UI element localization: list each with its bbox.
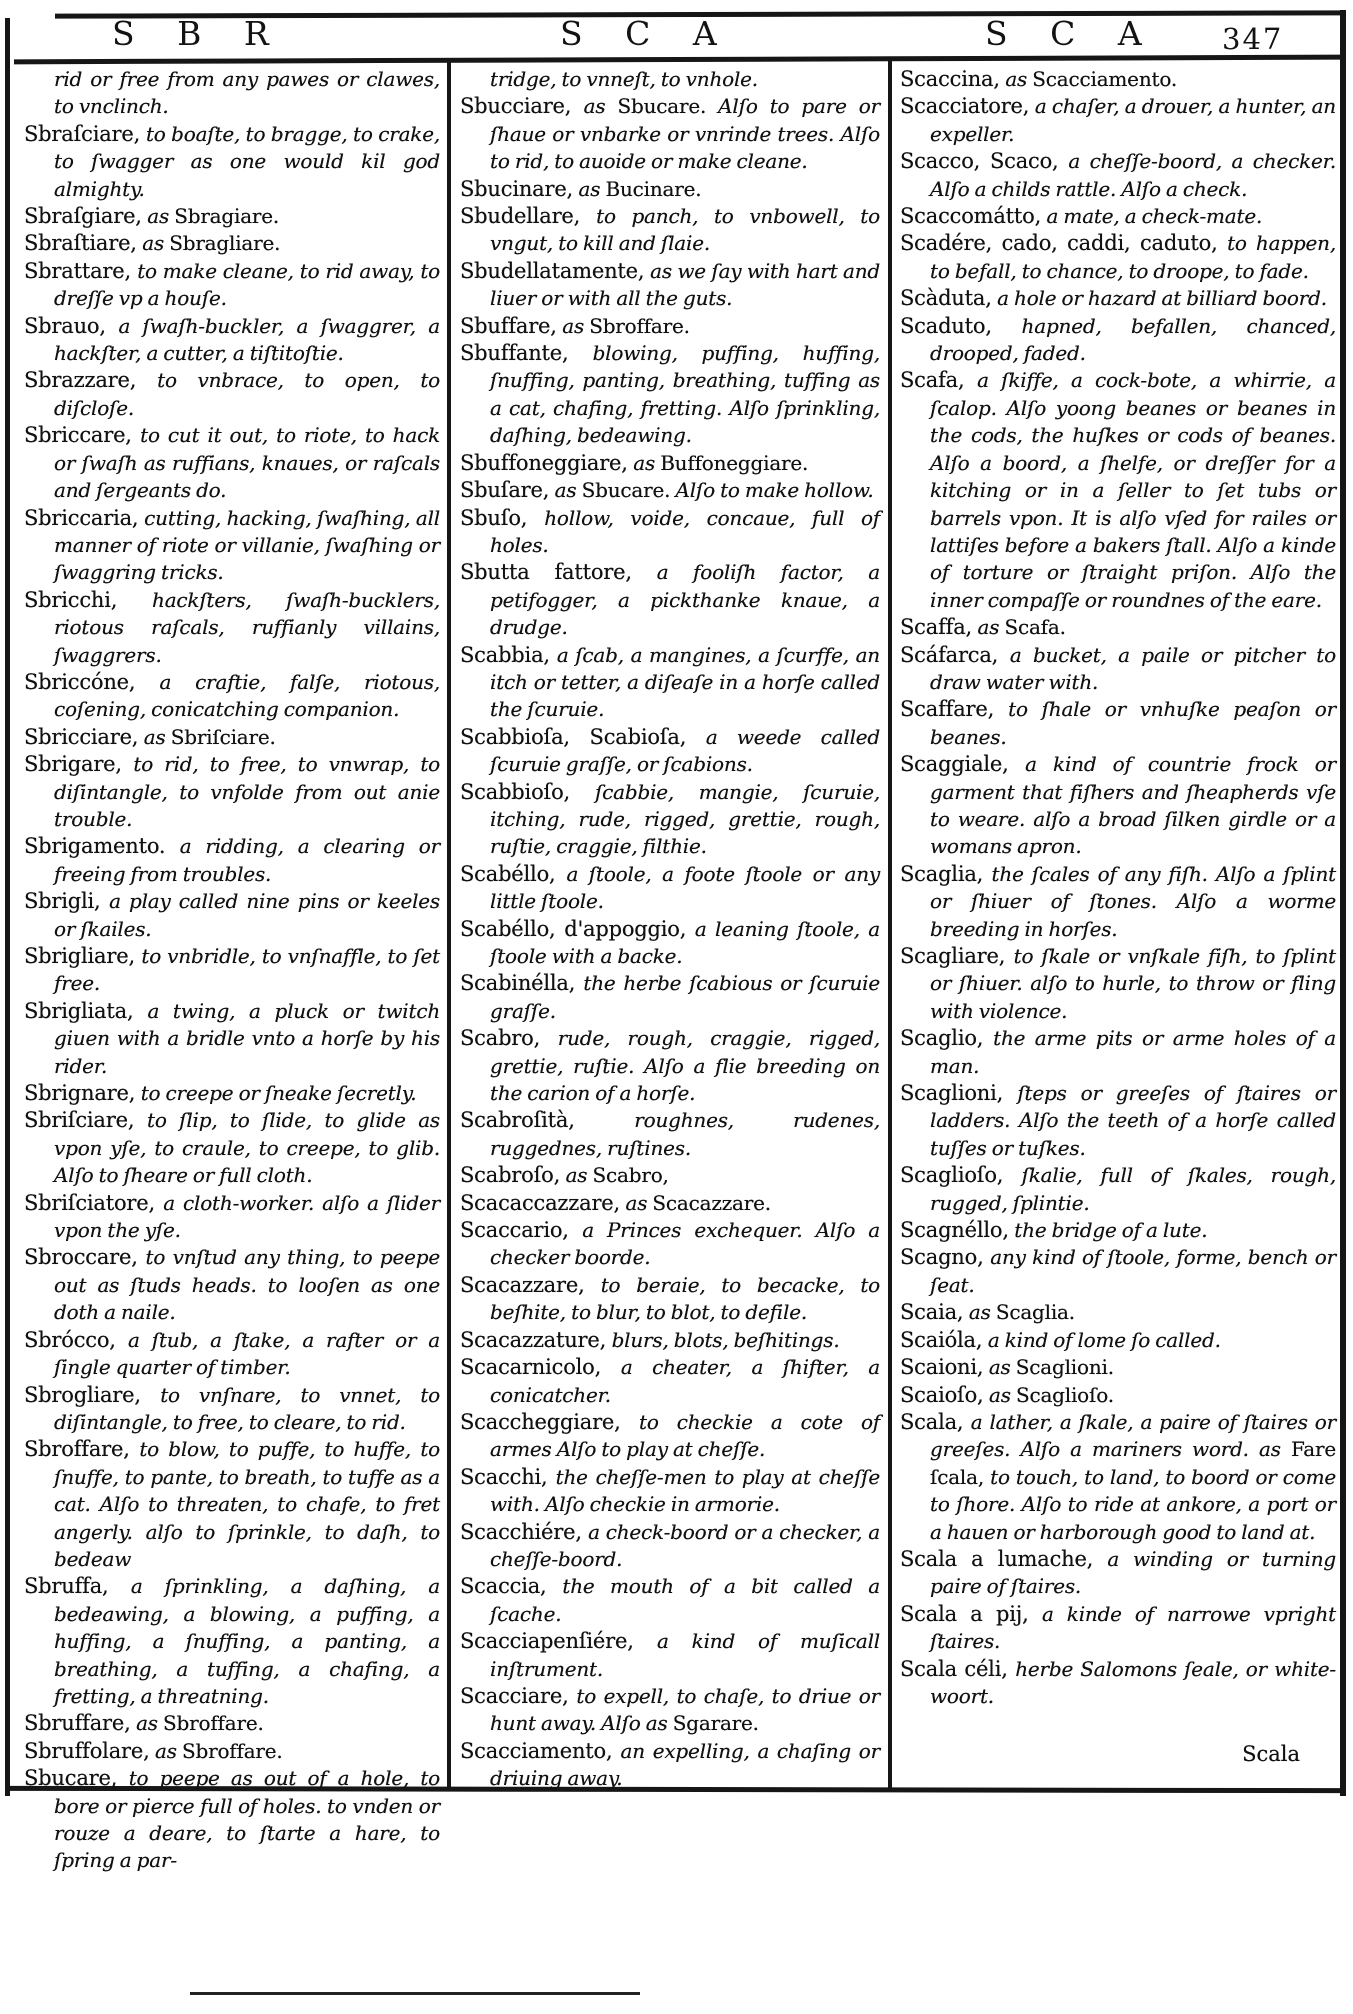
page-number: 347: [1222, 22, 1284, 56]
headword: Scala céli,: [900, 1656, 1016, 1681]
headword: Sbuſo,: [460, 505, 545, 530]
headword: Scaglioſo,: [900, 1163, 1022, 1188]
entry: [900, 642, 1336, 697]
entry: [900, 203, 1336, 230]
entry: [24, 1107, 440, 1189]
entry-continuation: [24, 66, 440, 121]
definition-text: to ſlip, to ſlide, to glide as vpon yſe, to craule, to creepe, to glib. Alſo to ſheare or full cloth.: [54, 1108, 440, 1188]
definition-text: to make cleane, to rid away, to dreſſe vp a houſe.: [54, 258, 441, 311]
entry-continuation: [460, 66, 880, 93]
cross-reference: Scacazzare.: [652, 1190, 771, 1215]
definition-text: to rid, to free, to vnwrap, to diſintangle, to vnfolde from out anie trouble.: [54, 752, 440, 831]
headword: Scagno,: [900, 1245, 991, 1270]
definition-text: a mate, a check-mate.: [1046, 204, 1263, 229]
definition-text: a craftie, falſe, riotous, coſening, conicatching companion.: [54, 669, 440, 722]
cross-reference: Sbucare.: [581, 478, 671, 503]
definition-text: a ſtub, a ſtake, a rafter or a ſingle quarter of timber.: [54, 1327, 440, 1380]
entry: [460, 1519, 880, 1574]
headword: Scaccomátto,: [900, 204, 1047, 229]
definition-text: rude, rough, craggie, rigged, grettie, ruſtie. Alſo a flie breeding on the carion of a horſe.: [490, 1026, 880, 1106]
headword: Scabéllo,: [460, 861, 567, 886]
running-head-left: S B R: [112, 14, 285, 53]
entry: [24, 833, 440, 888]
headword: Sbriſciare,: [24, 1108, 148, 1133]
headword: Scabroſità,: [460, 1108, 635, 1133]
headword: Scala a lumache,: [900, 1546, 1108, 1571]
entry: [24, 587, 440, 669]
definition-text: as: [147, 204, 175, 229]
entry: [460, 970, 880, 1025]
headword: Scacazzature,: [460, 1327, 612, 1352]
cross-reference: Sbroffare.: [182, 1738, 283, 1763]
headword: Sbuffante,: [460, 341, 593, 366]
definition-text: as: [633, 450, 661, 475]
headword: Sbroffare,: [24, 1437, 140, 1462]
definition-text: an expelling, a chaſing or driuing away.: [490, 1738, 880, 1791]
headword: Scacarnicolo,: [460, 1355, 621, 1380]
entry: [24, 121, 440, 203]
entry: [24, 258, 440, 313]
entry: [24, 1190, 440, 1245]
definition-text: to boaſte, to bragge, to crake, to ſwagger as one would kil god almighty.: [54, 121, 441, 201]
headword: Scaggiale,: [900, 752, 1026, 777]
headword: Scala,: [900, 1409, 971, 1434]
definition-text: to vnſnare, to vnnet, to diſintangle, to free, to cleare, to rid.: [54, 1382, 440, 1434]
headword: Sbrócco,: [24, 1327, 129, 1352]
definition-text: roughnes, rudenes, ruggednes, ruſtines.: [490, 1108, 880, 1160]
headword: Sbrogliare,: [24, 1382, 161, 1407]
cross-reference: Scaglioni.: [1015, 1355, 1114, 1380]
entry: [900, 1299, 1336, 1326]
entry: [900, 1546, 1336, 1601]
entry: [24, 669, 440, 724]
cross-reference: Sbragliare.: [169, 231, 281, 256]
entry: [24, 1382, 440, 1437]
definition-text: a ſkiffe, a cock-bote, a whirrie, a ſcalop. Alſo yoong beanes or beanes in the cods, the huſkes or cods of beanes. Alſo a boord, a ſhelfe, or dreſſer for a kitching or in a ſeller to ſet tubs or barrels vpon. It is alſo vſed for railes or lattiſes before a bakers ſtall. Alſo a kinde of torture or ſtraight priſon. Alſo the inner compaſſe or roundnes of the eare.: [930, 368, 1336, 612]
headword: Sbraſgiare,: [24, 204, 148, 229]
entry: [24, 422, 440, 504]
entry: [460, 861, 880, 916]
definition-text: ſteps or greeſes of ſtaires or ladders. Alſo the teeth of a horſe called tuſſes or tuſkes.: [930, 1081, 1336, 1160]
definition-text: as: [968, 1300, 996, 1325]
cross-reference: Bucinare.: [605, 176, 702, 201]
cross-reference: Sbriſciare.: [170, 724, 276, 749]
definition-text: a winding or turning paire of ſtaires.: [930, 1546, 1336, 1599]
definition-text: as: [977, 615, 1005, 640]
definition-text: a fooliſh factor, a petifogger, a pickthanke knaue, a drudge.: [490, 560, 881, 640]
headword: Sbuſare,: [460, 478, 555, 503]
headword: Scaia,: [900, 1300, 969, 1325]
entry: [24, 888, 440, 943]
definition-text: herbe Salomons ſeale, or white-woort.: [930, 1656, 1336, 1708]
definition-text: the arme pits or arme holes of a man.: [930, 1026, 1336, 1078]
headword: Scabbioſo,: [460, 779, 595, 804]
entry: [460, 1327, 880, 1354]
definition-text: a weede called ſcuruie graſſe, or ſcabions.: [490, 724, 881, 777]
definition-text: to creepe or ſneake ſecretly.: [140, 1081, 417, 1106]
definition-text: to happen, to befall, to chance, to droope, to fade.: [930, 231, 1336, 283]
headword: Scaccheggiare,: [460, 1409, 639, 1434]
cross-reference: Fare ſcala,: [930, 1437, 1336, 1489]
cross-reference: Scafa.: [1004, 615, 1066, 640]
column-3: [900, 66, 1336, 1710]
headword: Scaffare,: [900, 697, 1009, 722]
definition-text: hackſters, ſwaſh-bucklers, riotous raſcals, ruffianly villains, ſwaggrers.: [54, 587, 440, 667]
definition-text: to panch, to vnbowell, to vngut, to kill and ſlaie.: [490, 204, 880, 256]
headword: Scabinélla,: [460, 971, 584, 996]
headword: Scaduto,: [900, 313, 1022, 338]
entry: [460, 1190, 880, 1217]
definition-text: to peepe as out of a hole, to bore or pierce full of holes. to vnden or rouze a deare, to ſtarte a hare, to ſpring a par-: [54, 1766, 441, 1873]
entry: [460, 1025, 880, 1107]
headword: Sbuffoneggiare,: [460, 450, 634, 475]
headword: Scabbioſa, Scabioſa,: [460, 724, 706, 749]
entry: [900, 943, 1336, 1025]
headword: Sbrauo,: [24, 313, 119, 338]
definition-text: a ſtoole, a foote ſtoole or any little ſtoole.: [490, 861, 880, 914]
entry: [460, 450, 880, 477]
definition-text: a bucket, a paile or pitcher to draw water with.: [930, 642, 1336, 694]
cross-reference: Sgarare.: [672, 1711, 759, 1736]
definition-text: to checkie a cote of armes Alſo to play at cheſſe.: [490, 1409, 880, 1462]
entry: [460, 1738, 880, 1793]
definition-text: to expell, to chaſe, to driue or hunt away. Alſo as: [490, 1683, 880, 1736]
header-bottom-rule: [14, 55, 1342, 65]
headword: Scacciamento,: [460, 1738, 621, 1763]
entry: [460, 779, 880, 861]
column-1: [24, 66, 440, 1875]
definition-text: as: [142, 231, 170, 256]
definition-text: blurs, blots, beſhitings.: [611, 1327, 840, 1352]
headword: Sbriſciatore,: [24, 1190, 164, 1215]
definition-text: hapned, befallen, chanced, drooped, faded.: [930, 313, 1336, 366]
definition-text: a hole or hazard at billiard boord.: [997, 286, 1327, 311]
entry: [900, 230, 1336, 285]
column-divider-1: [447, 61, 451, 1789]
definition-text: as: [562, 313, 590, 338]
definition-text: as: [554, 478, 582, 503]
entry: [460, 203, 880, 258]
headword: Scabbia,: [460, 642, 557, 667]
headword: Sbruffa,: [24, 1574, 131, 1599]
entry: [900, 696, 1336, 751]
entry: [900, 148, 1336, 203]
definition-text: as we ſay with hart and liuer or with all the guts.: [490, 258, 880, 311]
definition-text: to beraie, to becacke, to beſhite, to blur, to blot, to defile.: [490, 1272, 881, 1325]
definition-text: Alſo to pare or ſhaue or vnbarke or vnrinde trees. Alſo to rid, to auoide or make cleane.: [490, 94, 880, 174]
entry: [24, 505, 440, 587]
entry: [24, 943, 440, 998]
entry: [900, 66, 1336, 93]
entry: [460, 1107, 880, 1162]
headword: Scaglio,: [900, 1026, 994, 1051]
headword: Sbricchi,: [24, 587, 153, 612]
headword: Sbriccóne,: [24, 669, 160, 694]
headword: Scaglia,: [900, 861, 992, 886]
entry: [24, 313, 440, 368]
entry: [460, 916, 880, 971]
definition-text: blowing, puffing, huffing, ſnuffing, panting, breathing, tuffing as a cat, chafing, fretting. Alſo ſprinkling, daſhing, bedeawing.: [490, 341, 880, 448]
definition-text: as: [988, 1355, 1016, 1380]
entry: [900, 313, 1336, 368]
definition-text: cutting, hacking, ſwaſhing, all manner of riote or villanie, ſwaſhing or ſwaggring tricks.: [54, 505, 440, 585]
entry: [24, 751, 440, 833]
entry: [900, 751, 1336, 861]
headword: Sbrigliata,: [24, 998, 148, 1023]
entry: [24, 1080, 440, 1107]
definition-text: as: [565, 1163, 593, 1188]
entry: [24, 1244, 440, 1326]
column-2: [460, 66, 880, 1793]
headword: Sbrattare,: [24, 258, 138, 283]
entry: [460, 505, 880, 560]
headword: Scáfarca,: [900, 642, 1010, 667]
headword: Sbrigliare,: [24, 944, 142, 968]
running-head-center: S C A: [560, 14, 733, 53]
entry: [900, 861, 1336, 943]
headword: Sbucciare,: [460, 94, 584, 119]
headword: Scaffa,: [900, 615, 978, 640]
entry: [900, 1327, 1336, 1354]
headword: Sbrigare,: [24, 752, 134, 777]
definition-text: as: [578, 176, 606, 201]
entry: [460, 93, 880, 175]
running-head-right: S C A: [985, 14, 1158, 53]
headword: Sbrigli,: [24, 889, 110, 914]
definition-text: any kind of ſtoole, forme, bench or ſeat.: [930, 1245, 1336, 1297]
left-border-rule: [5, 18, 10, 1796]
definition-text: a chaſer, a drouer, a hunter, an expeller.: [930, 94, 1336, 146]
entry: [900, 93, 1336, 148]
headword: Sbrigamento.: [24, 834, 180, 859]
headword: Sbroccare,: [24, 1245, 146, 1270]
definition-text: as: [155, 1738, 182, 1763]
headword: Sbudellare,: [460, 204, 597, 229]
entry: [460, 1162, 880, 1189]
definition-text: a kind of lome ſo called.: [987, 1327, 1221, 1352]
headword: Sbriccare,: [24, 423, 141, 448]
headword: Sbruffare,: [24, 1711, 137, 1736]
entry: [460, 559, 880, 641]
headword: Sbrazzare,: [24, 368, 158, 393]
headword: Scabro,: [460, 1026, 558, 1051]
headword: Scaccina,: [900, 67, 1006, 91]
definition-text: as: [625, 1190, 653, 1215]
headword: Scacaccazzare,: [460, 1190, 626, 1215]
definition-text: rid or free from any pawes or clawes, to vnclinch.: [54, 67, 440, 119]
definition-text: to blow, to puffe, to huffe, to ſnuffe, to pante, to breath, to tuffe as a cat. Alſo to threaten, to chafe, to fret angerly. alſo to ſprinkle, to daſh, to bedeaw: [54, 1437, 440, 1571]
definition-text: as: [1005, 67, 1033, 91]
definition-text: to vnbridle, to vnſnaffle, to ſet free.: [54, 944, 441, 996]
entry: [460, 313, 880, 340]
entry: [460, 1683, 880, 1738]
headword: Scagliare,: [900, 944, 1014, 968]
definition-text: a kind of muſicall inſtrument.: [490, 1629, 880, 1681]
entry: [460, 1573, 880, 1628]
definition-text: a lather, a ſkale, a paire of ſtaires or greeſes. Alſo a mariners word. as: [930, 1409, 1336, 1462]
cross-reference: Sbroffare.: [589, 313, 690, 338]
definition-text: a cheſſe-boord, a checker. Alſo a childs rattle. Alſo a check.: [930, 149, 1336, 201]
definition-text: a check-boord or a checker, a cheſſe-boord.: [490, 1519, 880, 1571]
definition-text: a Princes exchequer. Alſo a checker boorde.: [490, 1218, 880, 1270]
entry: [900, 1080, 1336, 1162]
entry: [900, 1162, 1336, 1217]
headword: Scaioſo,: [900, 1382, 989, 1407]
entry: [460, 1409, 880, 1464]
headword: Sbruffolare,: [24, 1738, 156, 1763]
headword: Scagnéllo,: [900, 1218, 1015, 1243]
entry: [24, 1710, 440, 1737]
definition-text: a cloth-worker. alſo a ſlider vpon the yſe.: [54, 1190, 440, 1243]
headword: Scaglioni,: [900, 1081, 1018, 1106]
headword: Sbraſtiare,: [24, 231, 143, 256]
entry: [900, 1409, 1336, 1546]
headword: Scacco, Scaco,: [900, 149, 1069, 174]
definition-text: the ſcales of any fiſh. Alſo a ſplint or ſhiuer of ſtones. Alſo a worme breeding in horſes.: [930, 861, 1336, 941]
headword: Scala a pij,: [900, 1601, 1042, 1626]
definition-text: as: [136, 1711, 164, 1736]
entry: [460, 477, 880, 504]
definition-text: as: [989, 1382, 1016, 1407]
cross-reference: Scaglioſo.: [1015, 1382, 1114, 1407]
definition-text: to ſkale or vnſkale fiſh, to ſplint or ſhiuer. alſo to hurle, to throw or fling with violence.: [930, 944, 1337, 1023]
headword: Sbutta fattore,: [460, 560, 657, 585]
headword: Sbricciare,: [24, 724, 144, 749]
definition-text: to vnſtud any thing, to peepe out as ſtuds heads. to looſen as one doth a naile.: [54, 1245, 441, 1325]
definition-text: as: [143, 724, 171, 749]
headword: Scacciapenſiére,: [460, 1629, 657, 1654]
definition-text: the mouth of a bit called a ſcache.: [490, 1574, 880, 1626]
catchword: Scala: [1242, 1742, 1300, 1766]
headword: Scaccario,: [460, 1218, 583, 1243]
entry: [24, 203, 440, 230]
headword: Sbuffare,: [460, 313, 563, 338]
cross-reference: Scabro,: [592, 1163, 669, 1188]
definition-text: a ſprinkling, a daſhing, a bedeawing, a blowing, a puffing, a huffing, a ſnuffing, a panting, a breathing, a tuffing, a chafing, a fretting, a threatning.: [54, 1574, 440, 1708]
headword: Sbucare,: [24, 1766, 129, 1791]
definition-text: to vnbrace, to open, to diſcloſe.: [54, 368, 440, 420]
entry: [460, 724, 880, 779]
headword: Scadére, cado, caddi, caduto,: [900, 231, 1228, 256]
entry: [460, 340, 880, 450]
definition-text: hollow, voide, concaue, full of holes.: [490, 505, 880, 557]
definition-text: to cut it out, to riote, to hack or ſwaſh as ruffians, knaues, or raſcals and ſergeants do.: [54, 423, 441, 503]
entry: [900, 614, 1336, 641]
entry: [24, 724, 440, 751]
definition-text: a ſcab, a mangines, a ſcurffe, an itch or tetter, a diſeaſe in a horſe called the ſcuruie.: [490, 642, 880, 722]
definition-text: the herbe ſcabious or ſcuruie graſſe.: [490, 971, 880, 1023]
entry: [900, 1601, 1336, 1656]
entry: [900, 1244, 1336, 1299]
entry: [24, 1573, 440, 1710]
entry: [24, 230, 440, 257]
entry: [460, 1464, 880, 1519]
headword: Scaióla,: [900, 1327, 988, 1352]
entry: [460, 1217, 880, 1272]
headword: Sbriccaria,: [24, 505, 145, 530]
headword: Scàduta,: [900, 286, 998, 311]
headword: Scacazzare,: [460, 1272, 601, 1297]
definition-text: a kind of countrie frock or garment that fiſhers and ſheapherds vſe to weare. alſo a broad ſilken girdle or a womans apron.: [930, 752, 1336, 859]
entry: [900, 1382, 1336, 1409]
entry: [24, 998, 440, 1080]
cross-reference: Buffoneggiare.: [660, 450, 809, 475]
headword: Scacciatore,: [900, 94, 1035, 119]
headword: Scabéllo, d'appoggio,: [460, 916, 695, 941]
definition-text: ſcabbie, mangie, ſcuruie, itching, rude, rigged, grettie, rough, ruſtie, craggie, filthie.: [490, 779, 880, 859]
definition-text: tridge, to vnneſt, to vnhole.: [490, 67, 758, 91]
entry: [460, 176, 880, 203]
entry: [24, 367, 440, 422]
entry: [900, 1025, 1336, 1080]
definition-text: a cheater, a ſhifter, a conicatcher.: [490, 1355, 880, 1407]
definition-text: a play called nine pins or keeles or ſkailes.: [54, 889, 440, 941]
entry: [24, 1738, 440, 1765]
headword: Scacchiére,: [460, 1519, 589, 1544]
entry: [460, 1272, 880, 1327]
headword: Scaccia,: [460, 1574, 563, 1599]
cross-reference: Sbucare.: [617, 94, 707, 119]
entry: [900, 285, 1336, 312]
headword: Sbudellatamente,: [460, 258, 651, 283]
headword: Sbucinare,: [460, 176, 579, 201]
definition-text: the cheſſe-men to play at cheſſe with. Alſo checkie in armorie.: [490, 1464, 880, 1517]
definition-text: to ſhale or vnhuſke peaſon or beanes.: [930, 697, 1336, 749]
definition-text: a kinde of narrowe vpright ſtaires.: [930, 1601, 1336, 1654]
cross-reference: Scaglia.: [995, 1300, 1075, 1325]
entry: [460, 642, 880, 724]
headword: Sbrignare,: [24, 1081, 141, 1106]
definition-text: as: [583, 94, 618, 119]
headword: Scabroſo,: [460, 1163, 566, 1188]
definition-text: ſkalie, full of ſkales, rough, rugged, ſplintie.: [930, 1163, 1336, 1215]
column-divider-2: [888, 61, 892, 1789]
definition-text: to touch, to land, to boord or come to ſhore. Alſo to ride at ankore, a port or a hauen or harborough good to land at.: [930, 1464, 1336, 1544]
cross-reference: Sbroffare.: [163, 1711, 264, 1736]
definition-text: a ridding, a clearing or freeing from troubles.: [54, 834, 440, 886]
right-border-rule: [1340, 10, 1346, 1796]
entry: [900, 1656, 1336, 1711]
headword: Scacchi,: [460, 1464, 556, 1489]
entry: [460, 258, 880, 313]
entry: [900, 367, 1336, 614]
definition-text: a twing, a pluck or twitch giuen with a bridle vnto a horſe by his rider.: [54, 998, 441, 1078]
entry: [460, 1628, 880, 1683]
cross-reference: Sbragiare.: [174, 204, 280, 229]
entry: [900, 1217, 1336, 1244]
cross-reference: Scacciamento.: [1032, 67, 1177, 91]
entry: [24, 1327, 440, 1382]
headword: Scafa,: [900, 368, 978, 393]
headword: Scacciare,: [460, 1683, 577, 1708]
entry: [460, 1354, 880, 1409]
definition-text: a ſwaſh-buckler, a ſwaggrer, a hackſter, a cutter, a tiſtitoſtie.: [54, 313, 440, 366]
headword: Sbraſciare,: [24, 121, 146, 146]
definition-text: the bridge of a lute.: [1014, 1218, 1208, 1243]
headword: Scaioni,: [900, 1355, 989, 1380]
scan-artifact-line: [190, 1992, 640, 1995]
entry: [24, 1765, 440, 1875]
definition-text: Alſo to make hollow.: [670, 478, 874, 503]
entry: [24, 1436, 440, 1573]
entry: [900, 1354, 1336, 1381]
definition-text: a leaning ſtoole, a ſtoole with a backe.: [490, 916, 880, 968]
